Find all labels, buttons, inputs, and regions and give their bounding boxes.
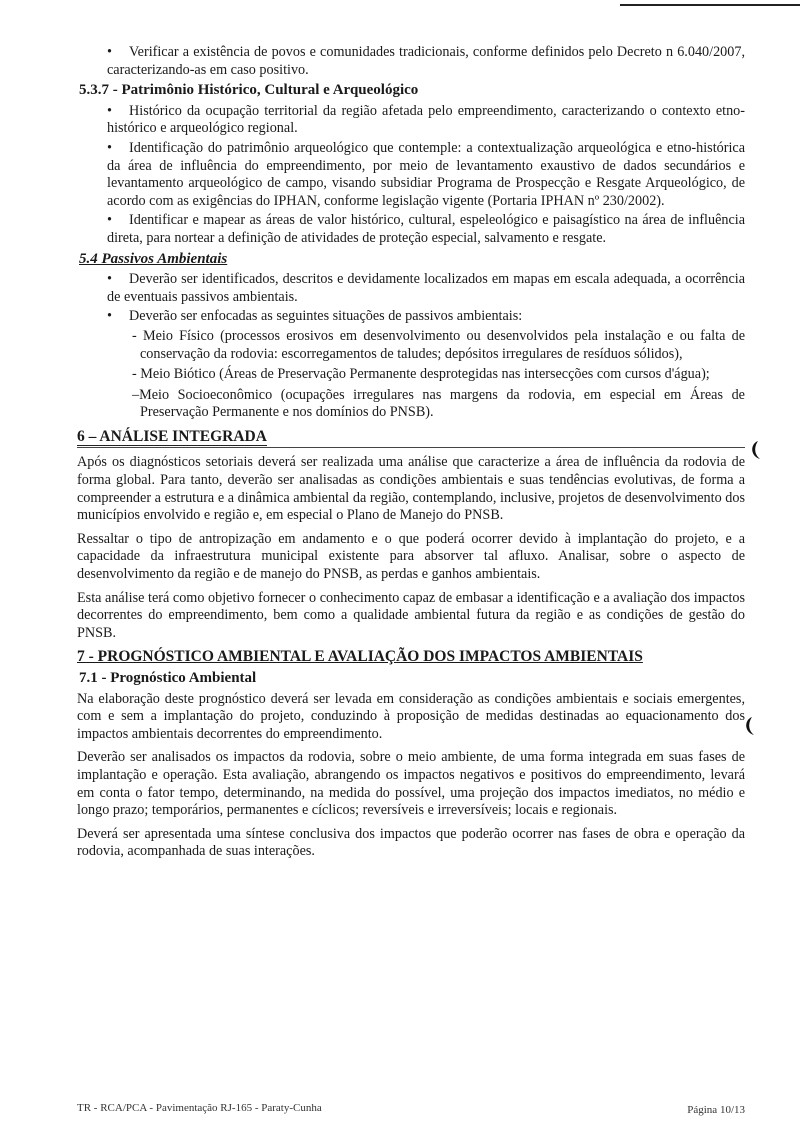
paragraph: Deverá ser apresentada uma síntese conclusiva dos impactos que poderão ocorrer nas fases de obra e operação da rodovia, acompanhada de suas interações. [77,825,745,860]
bullet-icon: • [107,139,112,156]
paragraph: Esta análise terá como objetivo fornecer o conhecimento capaz de embasar a identificação e a avaliação dos impactos decorrentes do empreendimento, bem como a qualidade ambiental futura da região e as condições de gestão do PNSB. [77,589,745,641]
hole-punch-mark-icon [748,440,764,460]
paragraph: Ressaltar o tipo de antropização em andamento e o que poderá ocorrer devido à implantação do projeto, e a capacidade da infraestrutura municipal existente para absorver tal afluxo. Analisar, sobre o aspecto de desenvolvimento da região e de manejo do PNSB, as perdas e ganhos ambientais. [77,530,745,583]
document-page [77,44,745,867]
list-item [77,140,745,210]
bullet-icon: • [107,308,112,325]
sub-list-item-meio-biotico: - Meio Biótico (Áreas de Preservação Permanente desprotegidas nas intersecções com cursos d'água); [132,366,710,383]
sub-list-item-meio-fisico: - Meio Físico (processos erosivos em desenvolvimento ou desenvolvidos pela instalação e ou falta de conservação da rodovia: escorregamentos de taludes; depósitos irregulares de resíduos sólidos), [132,327,745,362]
section-heading-5-4: 5.4 Passivos Ambientais [79,250,228,267]
list-item [77,271,745,306]
list-item-text: Identificação do patrimônio arqueológico que contemple: a contextualização arqueológica e etno-histórica da área de influência do empreendimento, por meio de levantamento exaustivo de dados secundários e levantamento arqueológico de campo, visando subsidiar Programa de Prospecção e Resgate Arqueológico, de acordo com as exigências do IPHAN, conforme legislação vigente (Portaria IPHAN nº 230/2002). [107,139,745,209]
list-item-text: Deverão ser enfocadas as seguintes situações de passivos ambientais: [129,308,523,325]
section-heading-7: 7 - PROGNÓSTICO AMBIENTAL E AVALIAÇÃO DOS IMPACTOS AMBIENTAIS [77,648,643,666]
section-heading-6: 6 – ANÁLISE INTEGRADA [77,427,267,445]
footer-document-title: TR - RCA/PCA - Pavimentação RJ-165 - Paraty-Cunha [77,1102,322,1114]
section-heading-5-3-7: 5.3.7 - Patrimônio Histórico, Cultural e Arqueológico [79,82,419,99]
scan-top-edge-line [620,4,800,6]
list-item-text: Histórico da ocupação territorial da região afetada pelo empreendimento, caracterizando o contexto etno-histórico e arqueológico regional. [107,102,745,137]
list-item [77,103,745,138]
bullet-icon: • [107,212,112,229]
paragraph: Após os diagnósticos setoriais deverá ser realizada uma análise que caracterize a área de influência da rodovia de forma global. Para tanto, deverão ser analisadas as condições ambientais e suas tendências evolutivas, de forma a compreender a estrutura e a dinâmica ambiental da região, contemplando, inclusive, projetos de desenvolvimento dos municípios envolvido e região e, em especial o Plano de Manejo do PNSB. [77,454,745,524]
hole-punch-mark-icon [742,716,758,736]
section-heading-7-1: 7.1 - Prognóstico Ambiental [79,670,257,686]
bullet-icon: • [107,44,112,60]
section-divider [77,447,745,448]
list-item-text: Verificar a existência de povos e comunidades tradicionais, conforme definidos pelo Decreto n 6.040/2007, caracterizando-as em caso positivo. [107,44,745,78]
list-item [77,308,745,326]
list-item [77,212,745,247]
paragraph: Deverão ser analisados os impactos da rodovia, sobre o meio ambiente, de uma forma integrada em suas fases de implantação e operação. Esta avaliação, abrangendo os impactos negativos e positivos do empreendimento, levará em conta o fator tempo, determinando, na medida do possível, uma projeção dos impactos imediatos, no médio e longo prazo; temporários, permanentes e cíclicos; reversíveis e irreversíveis; locais e regionais. [77,749,745,819]
bullet-icon: • [107,102,112,119]
footer-page-number: Página 10/13 [687,1104,745,1116]
paragraph: Na elaboração deste prognóstico deverá ser levada em consideração as condições ambientais e sociais emergentes, com e sem a implantação do projeto, conduzindo à proposição de medidas destinadas ao equacionamento dos impactos ambientais decorrentes do empreendimento. [77,690,745,742]
sub-list-item-meio-socioeconomico: –Meio Socioeconômico (ocupações irregulares nas margens da rodovia, em especial em Áreas de Preservação Permanente e nos domínios do PNSB). [132,386,745,421]
bullet-icon: • [107,271,112,288]
list-item-text: Deverão ser identificados, descritos e devidamente localizados em mapas em escala adequada, a ocorrência de eventuais passivos ambientais. [107,271,745,305]
list-item-text: Identificar e mapear as áreas de valor histórico, cultural, espeleológico e paisagístico na área de influência direta, para nortear a definição de atividades de proteção especial, salvamento e resgate. [107,212,745,246]
list-item [77,44,745,79]
